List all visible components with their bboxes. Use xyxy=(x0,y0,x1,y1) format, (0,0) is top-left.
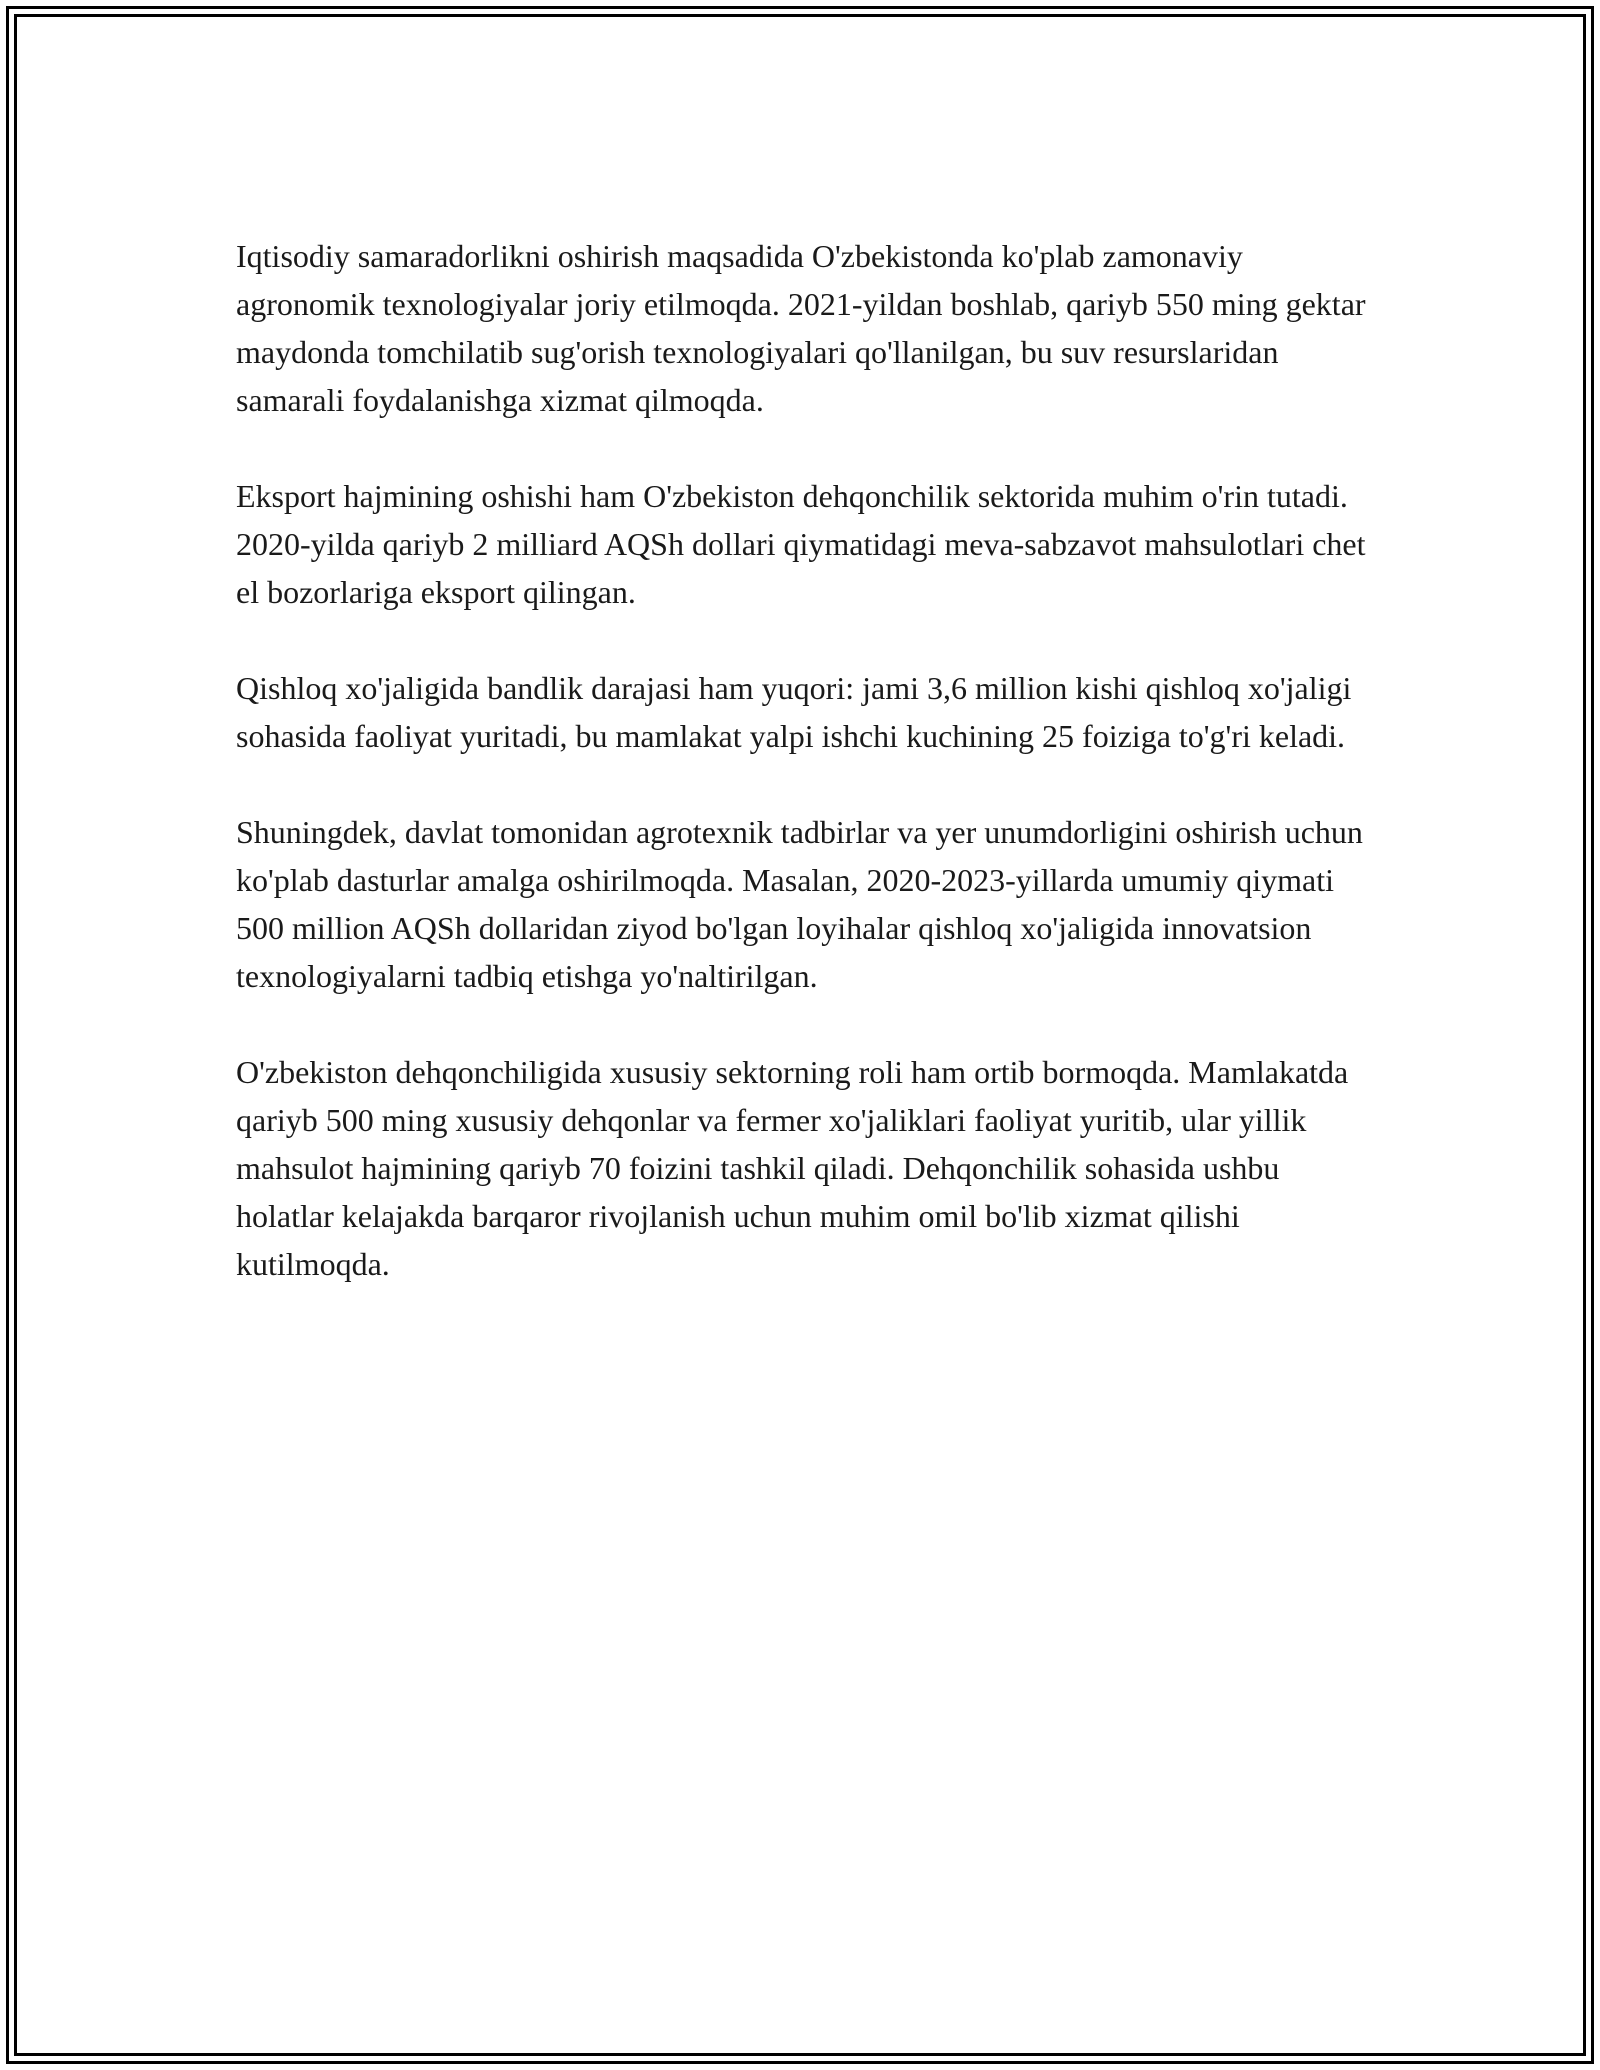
paragraph-employment: Qishloq xo'jaligida bandlik darajasi ham yuqori: jami 3,6 million kishi qishloq xo'jaligi sohasida faoliyat yuritadi, bu mamlakat yalpi ishchi kuchining 25 foiziga to'g'ri keladi. xyxy=(236,670,1352,754)
paragraph-drip-irrigation: Iqtisodiy samaradorlikni oshirish maqsadida O'zbekistonda ko'plab zamonaviy agronomik texnologiyalar joriy etilmoqda. 2021-yildan boshlab, qariyb 550 ming gektar maydonda tomchilatib sug'orish texnologiyalari qo'llanilgan, bu suv resurslaridan samarali foydalanishga xizmat qilmoqda. xyxy=(236,238,1366,418)
paragraph-private-sector: O'zbekiston dehqonchiligida xususiy sektorning roli ham ortib bormoqda. Mamlakatda qariyb 500 ming xususiy dehqonlar va fermer xo'jaliklari faoliyat yuritib, ular yillik mahsulot hajmining qariyb 70 foizini tashkil qiladi. Dehqonchilik sohasida ushbu holatlar kelajakda barqaror rivojlanish uchun muhim omil bo'lib xizmat qilishi kutilmoqda. xyxy=(236,1054,1349,1282)
paragraph-government-programs: Shuningdek, davlat tomonidan agrotexnik tadbirlar va yer unumdorligini oshirish uchun ko'plab dasturlar amalga oshirilmoqda. Masalan, 2020-2023-yillarda umumiy qiymati 500 million AQSh dollaridan ziyod bo'lgan loyihalar qishloq xo'jaligida innovatsion texnologiyalarni tadbiq etishga yo'naltirilgan. xyxy=(236,814,1363,994)
document-body xyxy=(236,232,1376,1336)
paragraph-export: Eksport hajmining oshishi ham O'zbekiston dehqonchilik sektorida muhim o'rin tutadi. 2020-yilda qariyb 2 milliard AQSh dollari qiymatidagi meva-sabzavot mahsulotlari chet el bozorlariga eksport qilingan. xyxy=(236,478,1366,610)
